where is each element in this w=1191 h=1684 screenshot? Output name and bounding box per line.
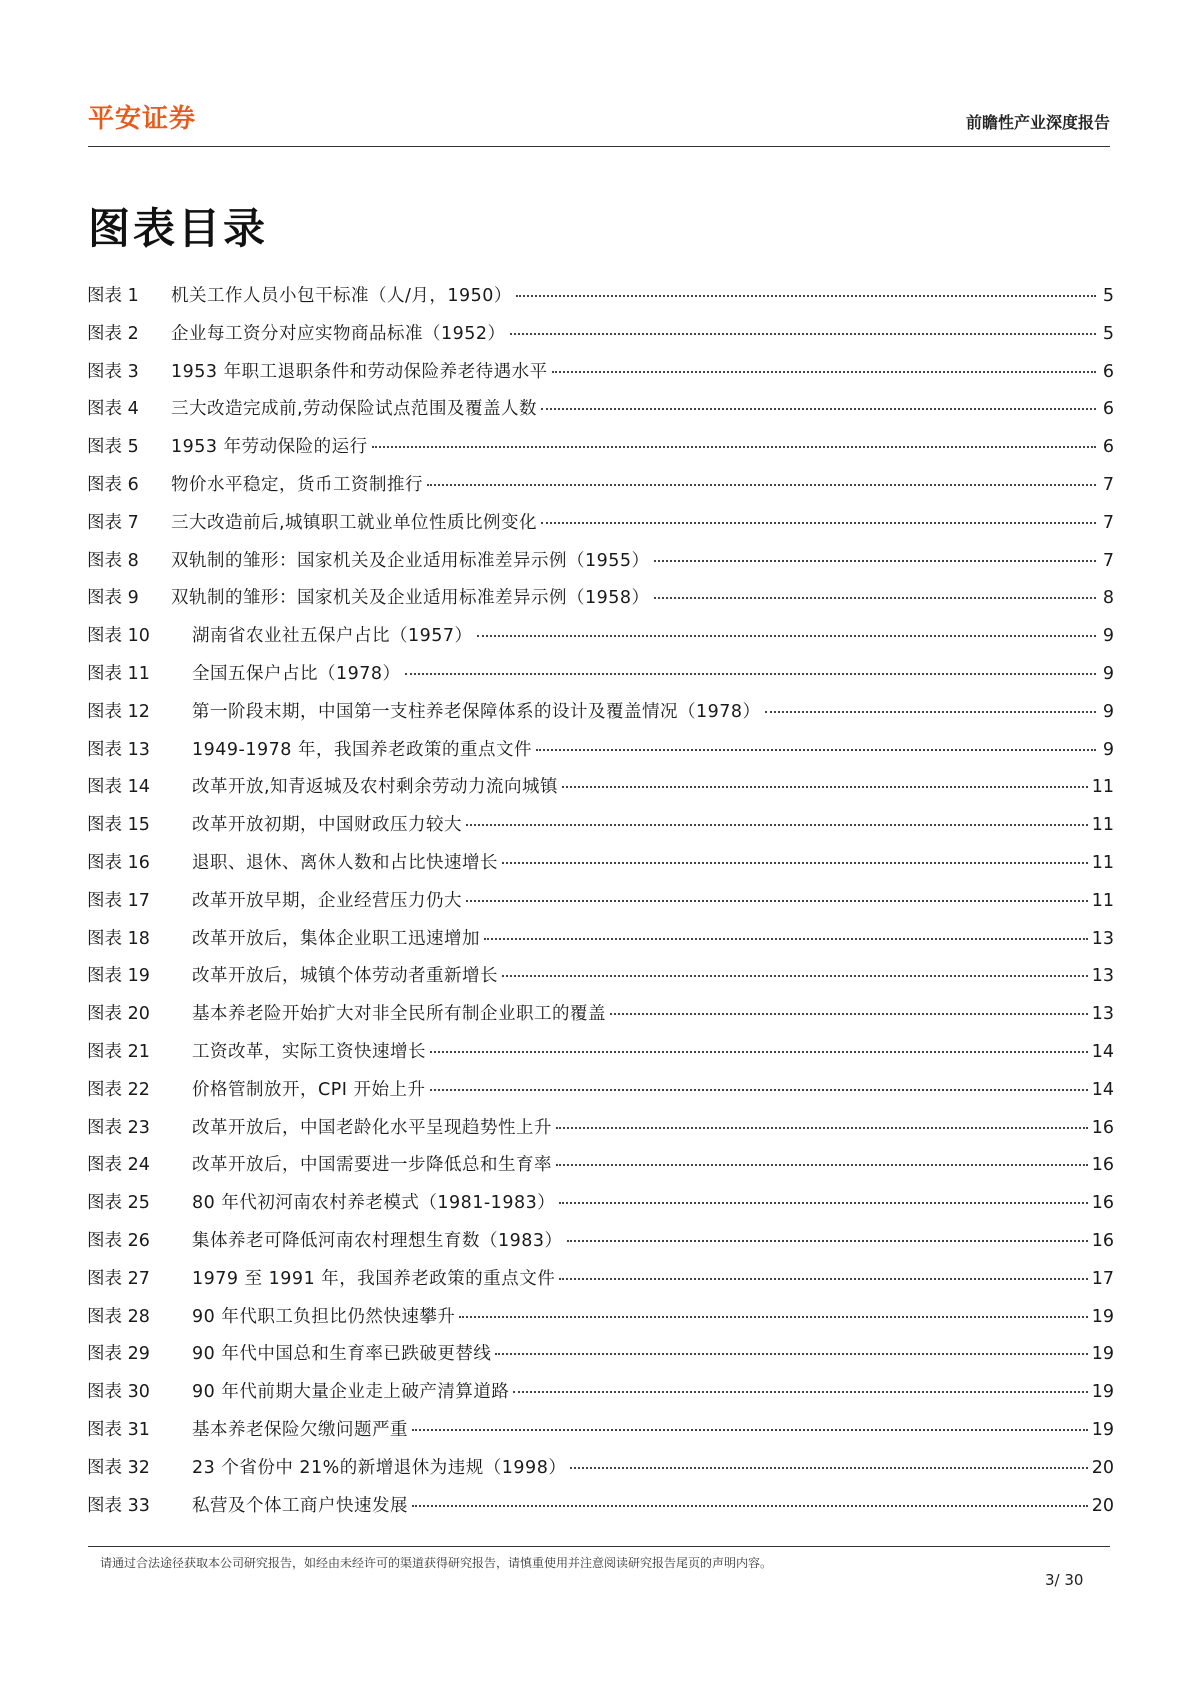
- toc-dot-leader: [570, 1466, 1087, 1469]
- toc-dot-leader: [502, 861, 1088, 864]
- toc-entry-page: 11: [1091, 852, 1114, 873]
- toc-entry[interactable]: [87, 395, 1114, 433]
- page-title: 图表目录: [88, 204, 269, 253]
- toc-entry-title: 集体养老可降低河南农村理想生育数（1983）: [192, 1230, 563, 1251]
- toc-entry[interactable]: [87, 1416, 1114, 1454]
- toc-entry[interactable]: [87, 698, 1114, 736]
- toc-entry-title: 改革开放后，中国需要进一步降低总和生育率: [192, 1155, 552, 1176]
- toc-entry-title: 改革开放初期，中国财政压力较大: [192, 815, 462, 836]
- toc-entry-title: 物价水平稳定，货币工资制推行: [171, 474, 423, 495]
- toc-entry-number: 图表 7: [87, 512, 139, 533]
- toc-entry-number: 图表 31: [87, 1419, 150, 1440]
- toc-entry[interactable]: [87, 1340, 1114, 1378]
- toc-entry[interactable]: [87, 1151, 1114, 1189]
- toc-dot-leader: [510, 332, 1096, 335]
- header-divider: [88, 146, 1110, 147]
- toc-entry-page: 19: [1091, 1419, 1114, 1440]
- toc-entry[interactable]: [87, 887, 1114, 925]
- toc-entry-title: 双轨制的雏形：国家机关及企业适用标准差异示例（1955）: [171, 550, 650, 571]
- toc-entry-title: 90 年代前期大量企业走上破产清算道路: [192, 1382, 510, 1403]
- toc-entry-number: 图表 22: [87, 1079, 150, 1100]
- toc-entry[interactable]: [87, 925, 1114, 963]
- toc-entry-page: 19: [1091, 1344, 1114, 1365]
- toc-entry-title: 1949-1978 年，我国养老政策的重点文件: [192, 739, 532, 760]
- toc-entry[interactable]: [87, 1492, 1114, 1530]
- toc-entry[interactable]: [87, 849, 1114, 887]
- toc-entry-number: 图表 5: [87, 437, 139, 458]
- toc-entry-title: 1979 至 1991 年，我国养老政策的重点文件: [192, 1268, 556, 1289]
- toc-dot-leader: [559, 1201, 1088, 1204]
- toc-entry[interactable]: [87, 509, 1114, 547]
- toc-entry[interactable]: [87, 1038, 1114, 1076]
- toc-entry-title: 机关工作人员小包干标准（人/月，1950）: [171, 286, 512, 306]
- toc-entry-title: 80 年代初河南农村养老模式（1981-1983）: [192, 1193, 556, 1214]
- toc-entry-number: 图表 4: [87, 399, 139, 420]
- toc-entry-number: 图表 3: [87, 361, 139, 382]
- toc-entry-title: 工资改革，实际工资快速增长: [192, 1041, 426, 1062]
- toc-entry[interactable]: [87, 1227, 1114, 1265]
- toc-entry-title: 改革开放后，中国老龄化水平呈现趋势性上升: [192, 1117, 552, 1138]
- toc-entry[interactable]: [87, 811, 1114, 849]
- toc-entry-page: 13: [1091, 928, 1114, 949]
- toc-entry-page: 16: [1091, 1230, 1114, 1251]
- toc-entry-title: 价格管制放开，CPI 开始上升: [192, 1079, 426, 1100]
- toc-entry-title: 90 年代中国总和生育率已跌破更替线: [192, 1344, 492, 1365]
- toc-dot-leader: [372, 445, 1096, 448]
- toc-entry-page: 17: [1091, 1268, 1114, 1289]
- toc-entry-title: 三大改造完成前,劳动保险试点范围及覆盖人数: [171, 399, 538, 420]
- toc-dot-leader: [654, 596, 1096, 599]
- toc-entry-number: 图表 25: [87, 1193, 150, 1214]
- toc-entry-number: 图表 15: [87, 815, 150, 836]
- toc-entry-page: 11: [1091, 815, 1114, 836]
- toc-entry-number: 图表 29: [87, 1344, 150, 1365]
- toc-entry-title: 23 个省份中 21%的新增退休为违规（1998）: [192, 1457, 567, 1478]
- toc-dot-leader: [484, 937, 1088, 940]
- toc-entry[interactable]: [87, 1000, 1114, 1038]
- company-logo: 平安证券: [88, 104, 197, 134]
- toc-dot-leader: [559, 1277, 1087, 1280]
- toc-entry-number: 图表 8: [87, 550, 139, 571]
- toc-entry-page: 6: [1102, 361, 1114, 382]
- toc-entry[interactable]: [87, 433, 1114, 471]
- toc-dot-leader: [552, 370, 1096, 373]
- toc-entry-title: 90 年代职工负担比仍然快速攀升: [192, 1306, 456, 1327]
- toc-dot-leader: [556, 1163, 1088, 1166]
- footer-disclaimer: 请通过合法途径获取本公司研究报告，如经由未经许可的渠道获得研究报告，请慎重使用并注意阅读研究报告尾页的声明内容。: [100, 1556, 773, 1570]
- toc-entry-page: 8: [1102, 588, 1114, 609]
- toc-entry-page: 19: [1091, 1306, 1114, 1327]
- toc-entry-number: 图表 16: [87, 852, 150, 873]
- toc-entry-number: 图表 27: [87, 1268, 150, 1289]
- toc-entry-number: 图表 10: [87, 626, 150, 647]
- toc-dot-leader: [495, 1352, 1087, 1355]
- toc-entry-title: 改革开放早期，企业经营压力仍大: [192, 890, 462, 911]
- toc-entry[interactable]: [87, 1378, 1114, 1416]
- toc-entry-title: 退职、退休、离休人数和占比快速增长: [192, 852, 498, 873]
- toc-entry-number: 图表 14: [87, 777, 150, 798]
- toc-entry-title: 双轨制的雏形：国家机关及企业适用标准差异示例（1958）: [171, 588, 650, 609]
- toc-entry[interactable]: [87, 358, 1114, 396]
- toc-entry[interactable]: [87, 547, 1114, 585]
- page-number: 3/ 30: [1045, 1571, 1084, 1589]
- toc-entry-number: 图表 6: [87, 474, 139, 495]
- figure-index-list: [87, 282, 1114, 1529]
- toc-entry[interactable]: [87, 1189, 1114, 1227]
- toc-entry-page: 16: [1091, 1117, 1114, 1138]
- toc-entry-page: 19: [1091, 1382, 1114, 1403]
- toc-entry-page: 11: [1091, 777, 1114, 798]
- toc-entry-number: 图表 1: [87, 286, 139, 306]
- toc-entry-page: 9: [1102, 739, 1114, 760]
- toc-entry-number: 图表 26: [87, 1230, 150, 1251]
- toc-entry-title: 改革开放,知青返城及农村剩余劳动力流向城镇: [192, 777, 559, 798]
- toc-dot-leader: [556, 1126, 1088, 1129]
- toc-entry-number: 图表 9: [87, 588, 139, 609]
- toc-entry-number: 图表 32: [87, 1457, 150, 1478]
- toc-entry-page: 7: [1102, 550, 1114, 571]
- page-header: [88, 96, 1110, 148]
- toc-dot-leader: [610, 1012, 1088, 1015]
- toc-dot-leader: [654, 559, 1096, 562]
- toc-entry-number: 图表 19: [87, 966, 150, 987]
- toc-entry-page: 11: [1091, 890, 1114, 911]
- toc-entry-title: 改革开放后，集体企业职工迅速增加: [192, 928, 480, 949]
- toc-entry-number: 图表 28: [87, 1306, 150, 1327]
- toc-dot-leader: [541, 407, 1096, 410]
- toc-entry-page: 9: [1102, 663, 1114, 684]
- toc-entry-title: 私营及个体工商户快速发展: [192, 1495, 408, 1516]
- toc-entry-page: 5: [1102, 323, 1114, 344]
- toc-entry[interactable]: [87, 660, 1114, 698]
- toc-dot-leader: [427, 483, 1096, 486]
- toc-dot-leader: [412, 1428, 1088, 1431]
- toc-entry[interactable]: [87, 1076, 1114, 1114]
- toc-entry-number: 图表 24: [87, 1155, 150, 1176]
- toc-entry-page: 6: [1102, 437, 1114, 458]
- toc-entry-page: 7: [1102, 512, 1114, 533]
- toc-entry-number: 图表 2: [87, 323, 139, 344]
- toc-entry[interactable]: [87, 1454, 1114, 1492]
- toc-entry-number: 图表 21: [87, 1041, 150, 1062]
- toc-dot-leader: [459, 1315, 1087, 1318]
- toc-entry-page: 16: [1091, 1155, 1114, 1176]
- toc-entry[interactable]: [87, 1303, 1114, 1341]
- toc-entry-page: 16: [1091, 1193, 1114, 1214]
- toc-entry-page: 13: [1091, 966, 1114, 987]
- toc-entry-number: 图表 30: [87, 1382, 150, 1403]
- report-type-label: 前瞻性产业深度报告: [965, 113, 1110, 132]
- toc-dot-leader: [536, 748, 1096, 751]
- toc-entry-page: 9: [1102, 626, 1114, 647]
- toc-entry-title: 企业每工资分对应实物商品标准（1952）: [171, 323, 506, 344]
- toc-entry-page: 20: [1091, 1495, 1114, 1516]
- toc-dot-leader: [466, 823, 1088, 826]
- toc-entry-title: 第一阶段末期，中国第一支柱养老保障体系的设计及覆盖情况（1978）: [192, 701, 761, 722]
- toc-entry[interactable]: [87, 320, 1114, 358]
- toc-entry-title: 全国五保户占比（1978）: [192, 663, 401, 684]
- toc-dot-leader: [430, 1050, 1088, 1053]
- toc-entry-page: 14: [1091, 1041, 1114, 1062]
- toc-dot-leader: [516, 294, 1096, 297]
- toc-entry-number: 图表 17: [87, 890, 150, 911]
- toc-entry[interactable]: [87, 1265, 1114, 1303]
- toc-entry-number: 图表 20: [87, 1004, 150, 1025]
- toc-entry-number: 图表 23: [87, 1117, 150, 1138]
- toc-entry-title: 三大改造前后,城镇职工就业单位性质比例变化: [171, 512, 538, 533]
- toc-entry-title: 1953 年职工退职条件和劳动保险养老待遇水平: [171, 361, 548, 382]
- toc-entry-title: 1953 年劳动保险的运行: [171, 437, 368, 458]
- toc-dot-leader: [567, 1239, 1088, 1242]
- toc-entry[interactable]: [87, 962, 1114, 1000]
- toc-entry[interactable]: [87, 471, 1114, 509]
- toc-entry-number: 图表 13: [87, 739, 150, 760]
- toc-entry-number: 图表 33: [87, 1495, 150, 1516]
- toc-dot-leader: [541, 521, 1096, 524]
- toc-entry-page: 20: [1091, 1457, 1114, 1478]
- toc-entry-page: 6: [1102, 399, 1114, 420]
- toc-entry[interactable]: [87, 282, 1114, 320]
- toc-entry-page: 13: [1091, 1004, 1114, 1025]
- toc-entry[interactable]: [87, 1114, 1114, 1152]
- toc-entry-page: 14: [1091, 1079, 1114, 1100]
- toc-entry-number: 图表 18: [87, 928, 150, 949]
- footer-divider: [88, 1546, 1110, 1547]
- toc-entry[interactable]: [87, 584, 1114, 622]
- toc-dot-leader: [466, 899, 1088, 902]
- toc-dot-leader: [412, 1504, 1088, 1507]
- toc-entry[interactable]: [87, 622, 1114, 660]
- toc-entry[interactable]: [87, 736, 1114, 774]
- toc-entry-number: 图表 11: [87, 663, 150, 684]
- toc-entry-number: 图表 12: [87, 701, 150, 722]
- toc-dot-leader: [562, 785, 1088, 788]
- toc-entry-page: 7: [1102, 474, 1114, 495]
- toc-dot-leader: [513, 1390, 1087, 1393]
- toc-entry-title: 湖南省农业社五保户占比（1957）: [192, 626, 473, 647]
- toc-entry-title: 改革开放后，城镇个体劳动者重新增长: [192, 966, 498, 987]
- toc-dot-leader: [765, 710, 1096, 713]
- toc-dot-leader: [502, 974, 1088, 977]
- toc-dot-leader: [405, 672, 1096, 675]
- toc-entry-title: 基本养老险开始扩大对非全民所有制企业职工的覆盖: [192, 1004, 606, 1025]
- toc-entry[interactable]: [87, 773, 1114, 811]
- toc-dot-leader: [430, 1088, 1088, 1091]
- toc-entry-title: 基本养老保险欠缴问题严重: [192, 1419, 408, 1440]
- toc-entry-page: 9: [1102, 701, 1114, 722]
- toc-dot-leader: [477, 634, 1096, 637]
- toc-entry-page: 5: [1102, 286, 1114, 306]
